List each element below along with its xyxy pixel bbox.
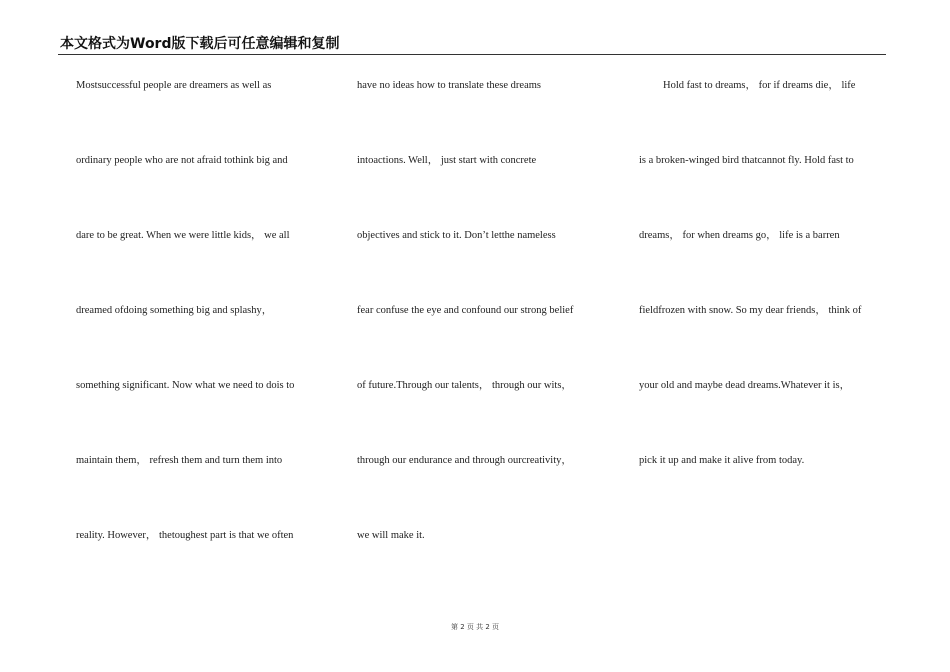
text-line: of future.Through our talents， through our wits， (357, 380, 572, 391)
text-line: something significant. Now what we need to dois to (76, 380, 295, 391)
text-line: intoactions. Well， just start with concrete (357, 155, 537, 166)
text-line: dreamed ofdoing something big and splashy， (76, 305, 273, 316)
text-line: dreams， for when dreams go， life is a barren (639, 230, 840, 241)
text-line: through our endurance and through ourcreativity， (357, 455, 572, 466)
document-header-title: 本文格式为Word版下载后可任意编辑和复制 (60, 36, 340, 52)
text-line: pick it up and make it alive from today. (639, 455, 805, 466)
text-line: is a broken-winged bird thatcannot fly. Hold fast to (639, 155, 854, 166)
text-line: maintain them， refresh them and turn them into (76, 455, 283, 466)
text-line: your old and maybe dead dreams.Whatever it is， (639, 380, 851, 391)
text-line: fieldfrozen with snow. So my dear friends， think of (639, 305, 862, 316)
header-divider (58, 54, 886, 55)
text-line: have no ideas how to translate these dreams (357, 80, 541, 91)
text-line: dare to be great. When we were little kids， we all (76, 230, 290, 241)
text-line: Mostsuccessful people are dreamers as well as (76, 80, 272, 91)
text-line: we will make it. (357, 530, 425, 541)
text-line: objectives and stick to it. Don’t letthe nameless (357, 230, 556, 241)
text-line: ordinary people who are not afraid tothink big and (76, 155, 288, 166)
paragraph-first-line: Hold fast to dreams， for if dreams die， life (663, 80, 856, 91)
text-line: fear confuse the eye and confound our strong belief (357, 305, 574, 316)
text-line: reality. However， thetoughest part is that we often (76, 530, 294, 541)
page-number-footer: 第 2 页 共 2 页 (450, 623, 500, 631)
